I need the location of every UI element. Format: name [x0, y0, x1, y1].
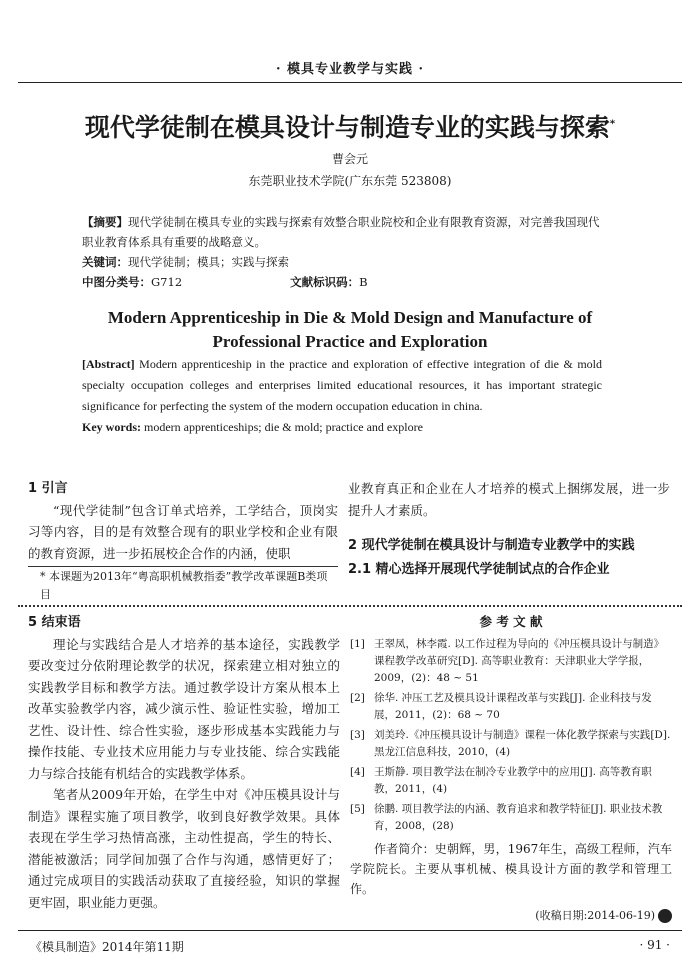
- header-rule: [18, 82, 682, 83]
- reference-text: 徐华. 冲压工艺及模具设计课程改革与实践[J]. 企业科技与发展，2011，(2)：68 ~ 70: [374, 692, 652, 721]
- section-2-heading: 2 现代学徒制在模具设计与制造专业教学中的实践: [348, 538, 635, 553]
- cn-keywords-text: 现代学徒制；模具；实践与探索: [128, 255, 289, 269]
- reference-item: [350, 801, 672, 835]
- running-header: · 模具专业教学与实践 ·: [275, 62, 425, 77]
- cn-abstract-text: 现代学徒制在模具专业的实践与探索有效整合职业院校和企业有限教育资源，对完善我国现代职业教育体系具有重要的战略意义。: [82, 215, 600, 249]
- reference-item: [350, 764, 672, 798]
- section-1-heading: 1 引言: [28, 481, 68, 496]
- page-number: · 91 ·: [639, 938, 670, 952]
- section-1: [28, 478, 338, 564]
- right-column-top: [348, 478, 670, 580]
- footer-rule: [18, 930, 682, 931]
- section-5: [28, 612, 340, 913]
- cn-keywords-label: 关键词：: [82, 255, 128, 269]
- author-bio: 作者简介：史朝辉，男，1967年生，高级工程师，汽车学院院长。主要从事机械、模具设计方面的教学和管理工作。: [350, 842, 672, 896]
- title-footnote-mark: *: [609, 118, 616, 130]
- references-heading: 参 考 文 献: [479, 614, 543, 629]
- reference-item: [350, 636, 672, 687]
- cn-abstract: [82, 212, 602, 292]
- cn-abstract-body: [82, 212, 602, 252]
- footnote-rule: [28, 566, 338, 567]
- reference-item: [350, 690, 672, 724]
- en-abstract-label: [Abstract]: [82, 357, 135, 371]
- reference-text: 王翠凤，林李霞. 以工作过程为导向的《冲压模具设计与制造》课程教学改革研究[D]. 高等职业教育：天津职业大学学报，2009，(2)：48 ~ 51: [374, 638, 665, 684]
- dmm-badge-icon: [658, 909, 672, 923]
- en-abstract: [82, 354, 602, 438]
- classification-row: [82, 272, 602, 292]
- en-keywords: [82, 417, 602, 438]
- paper-title-text: 现代学徒制在模具设计与制造专业的实践与探索: [84, 113, 610, 142]
- doc-code-label: 文献标识码：: [290, 275, 360, 289]
- en-keywords-label: Key words:: [82, 420, 141, 434]
- continuation-paragraph: 业教育真正和企业在人才培养的模式上捆绑发展，进一步提升人才素质。: [348, 481, 670, 518]
- reference-number: [5]: [350, 803, 365, 815]
- section-2-1-heading: 2.1 精心选择开展现代学徒制试点的合作企业: [348, 561, 610, 577]
- en-keywords-text: modern apprenticeships; die & mold; practice and explore: [141, 420, 423, 434]
- reference-item: [350, 727, 672, 761]
- reference-text: 徐鹏. 项目教学法的内涵、教育追求和教学特征[J]. 职业技术教育，2008，(28): [374, 803, 663, 832]
- cn-keywords: [82, 252, 602, 272]
- clc-value: G712: [151, 275, 183, 289]
- reference-text: 刘美玲.《冲压模具设计与制造》课程一体化教学探索与实践[D]. 黑龙江信息科技，2010，(4): [374, 729, 671, 758]
- page-footer: [30, 938, 670, 955]
- received-date-row: [350, 907, 672, 923]
- received-date: (收稿日期:2014-06-19): [535, 909, 655, 922]
- en-abstract-text: Modern apprenticeship in the practice and exploration of effective integration of die & mold specialty occupation colleges and enterprises limited educational resources, it has important strategic significance for perfecting the system of the modern occupation education in china.: [82, 357, 602, 413]
- doc-code-value: B: [359, 275, 368, 289]
- paper-title: [0, 108, 700, 144]
- section-5-paragraph-2: 笔者从2009年开始，在学生中对《冲压模具设计与制造》课程实施了项目教学，收到良好教学效果。具体表现在学生学习热情高涨，主动性提高，学生的特长、潜能被激活；同学间加强了合作与沟通，感情更好了；通过完成项目的实践活动获取了直接经验，知识的掌握更牢固，职业能力更强。: [28, 787, 340, 910]
- en-abstract-body: [82, 354, 602, 417]
- references: [350, 612, 672, 923]
- section-5-heading: 5 结束语: [28, 615, 81, 630]
- cn-abstract-label: 【摘要】: [82, 215, 128, 229]
- author: 曹会元: [331, 152, 368, 166]
- section-1-paragraph: “现代学徒制”包含订单式培养，工学结合，顶岗实习等内容，目的是有效整合现有的职业学校和企业有限的教育资源，进一步拓展校企合作的内涵，使职: [28, 502, 338, 561]
- footnote: * 本课题为2013年“粤高职机械教指委”教学改革课题B类项目: [40, 570, 328, 601]
- torn-page-divider: [18, 605, 682, 607]
- clc-label: 中图分类号：: [82, 275, 151, 289]
- reference-number: [3]: [350, 729, 365, 741]
- affiliation: 东莞职业技术学院(广东东莞 523808): [248, 174, 452, 188]
- english-title: Modern Apprenticeship in Die & Mold Design and Manufacture of Professional Practice and Exploration: [107, 308, 593, 351]
- reference-number: [4]: [350, 766, 365, 778]
- section-5-paragraph-1: 理论与实践结合是人才培养的基本途径，实践教学要改变过分依附理论教学的状况，探索建立相对独立的实践教学目标和教学方法。通过教学设计方案从根本上改革实验教学内容，减少演示性、验证性实验，增加工艺性、设计性、综合性实验，逐步形成基本实践能力与操作技能、专业技术应用能力与专业技能、综合实践能力与综合技能有机结合的实践教学体系。: [28, 636, 340, 781]
- journal-issue: 《模具制造》2014年第11期: [30, 940, 184, 954]
- reference-text: 王斯静. 项目教学法在制冷专业教学中的应用[J]. 高等教育职教，2011，(4): [374, 766, 652, 795]
- reference-number: [1]: [350, 638, 365, 650]
- reference-number: [2]: [350, 692, 365, 704]
